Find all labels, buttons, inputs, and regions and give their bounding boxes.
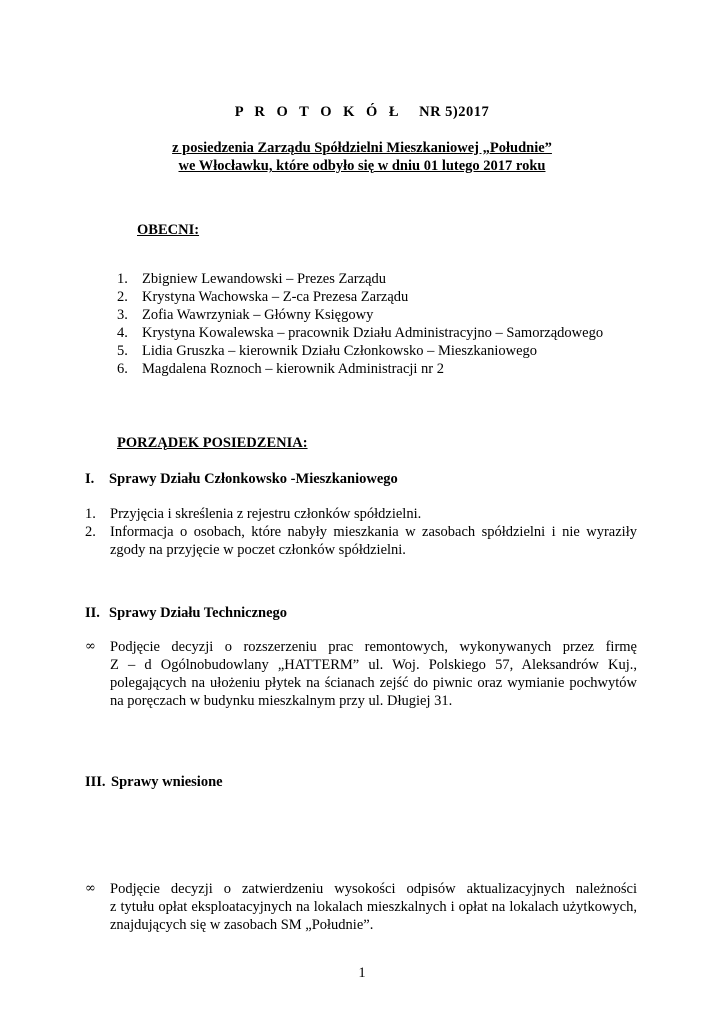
agenda-item [85,505,637,523]
section-3-line-1: Podjęcie decyzji o zatwierdzeniu wysokości odpisów aktualizacyjnych należności [110,881,637,897]
document-title [0,103,724,121]
present-item [117,306,677,324]
list-number: 2. [117,289,128,305]
present-list [117,270,677,378]
section-3-bullet [85,880,637,934]
subtitle-line-1: z posiedzenia Zarządu Spółdzielni Mieszkaniowej „Południe” [172,140,552,156]
section-3-title: Sprawy wniesione [111,774,223,790]
section-1-number: I. [85,471,95,487]
present-item-text: Krystyna Kowalewska – pracownik Działu Administracyjno – Samorządowego [142,325,604,341]
section-3-line-3: znajdujących się w zasobach SM „Południe”. [110,917,374,933]
infinity-bullet-icon: ∞ [85,639,96,654]
section-2-line-3: polegających na ułożeniu płytek na ścianach zejść do piwnic oraz wymianie pochwytów [110,675,637,691]
list-number: 2. [85,524,96,540]
list-number: 1. [117,271,128,287]
present-item [117,342,677,360]
present-item-text: Zofia Wawrzyniak – Główny Księgowy [142,307,374,323]
section-1-title: Sprawy Działu Członkowsko -Mieszkaniowego [109,471,398,487]
present-item-text: Magdalena Roznoch – kierownik Administracji nr 2 [142,361,445,377]
section-2-line-2: Z – d Ogólnobudowlany „HATTERM” ul. Woj. Polskiego 57, Aleksandrów Kuj., [110,657,637,673]
section-2-title: Sprawy Działu Technicznego [109,605,288,621]
subtitle-line-2: we Włocławku, które odbyło się w dniu 01 lutego 2017 roku [178,158,546,174]
present-item [117,324,677,342]
present-item [117,270,677,288]
list-number: 1. [85,506,96,522]
agenda-item-line-1: Informacja o osobach, które nabyły mieszkania w zasobach spółdzielni i nie wyraziły [110,524,637,540]
present-item [117,360,677,378]
present-heading: OBECNI: [137,222,200,238]
list-number: 5. [117,343,128,359]
page-number: 1 [358,965,366,981]
agenda-item-text: Przyjęcia i skreślenia z rejestru członków spółdzielni. [110,506,422,522]
list-number: 6. [117,361,128,377]
section-1-list [85,505,637,559]
agenda-heading: PORZĄDEK POSIEDZENIA: [117,435,308,451]
section-3-heading [85,773,223,791]
title-protokol: P R O T O K Ó Ł [234,104,403,120]
agenda-item [85,523,637,559]
section-2-line-4: na poręczach w budynku mieszkalnym przy ul. Długiej 31. [110,693,453,709]
section-3-number: III. [85,774,106,790]
title-number: NR 5)2017 [419,104,490,120]
present-item-text: Zbigniew Lewandowski – Prezes Zarządu [142,271,387,287]
present-item [117,288,677,306]
section-2-number: II. [85,605,100,621]
section-2-bullet [85,638,637,710]
section-2-line-1: Podjęcie decyzji o rozszerzeniu prac remontowych, wykonywanych przez firmę [110,639,637,655]
document-subtitle [0,139,724,175]
present-item-text: Lidia Gruszka – kierownik Działu Członkowsko – Mieszkaniowego [142,343,538,359]
section-1-heading [85,470,398,488]
list-number: 3. [117,307,128,323]
section-3-line-2: z tytułu opłat eksploatacyjnych na lokalach mieszkalnych i opłat na lokalach użytkowych, [110,899,637,915]
section-2-heading [85,604,287,622]
infinity-bullet-icon: ∞ [85,881,96,896]
agenda-item-line-2: zgody na przyjęcie w poczet członków spółdzielni. [110,542,406,558]
list-number: 4. [117,325,128,341]
present-item-text: Krystyna Wachowska – Z-ca Prezesa Zarządu [142,289,409,305]
